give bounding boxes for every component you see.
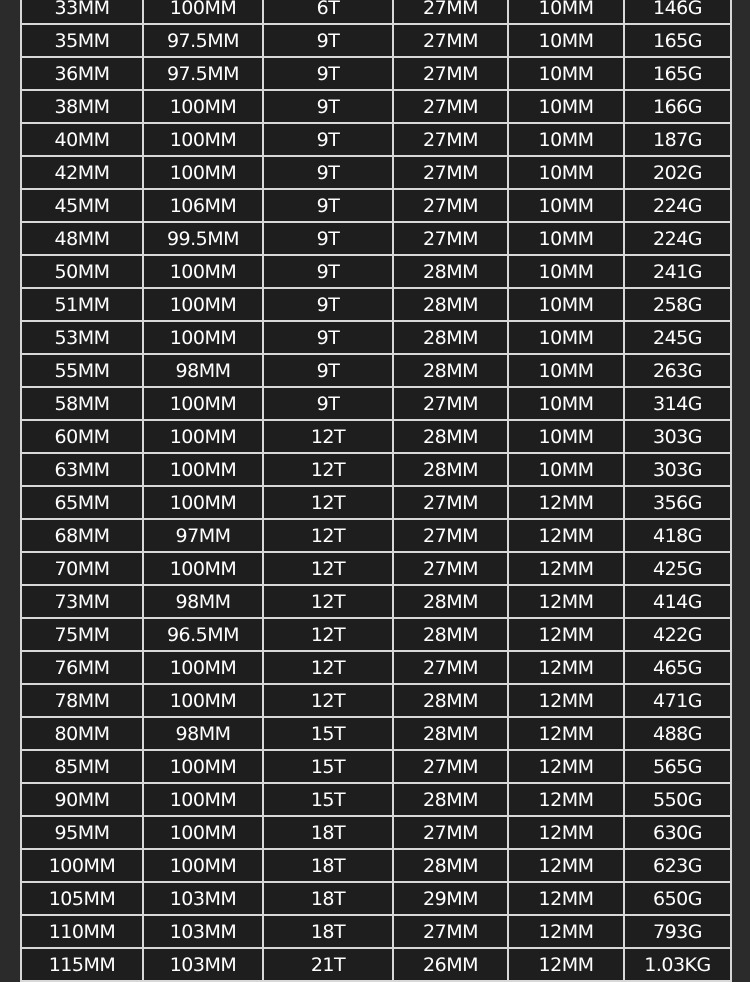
teeth-cell: 15T xyxy=(263,783,393,816)
depth-cell: 27MM xyxy=(393,189,508,222)
shank-cell: 10MM xyxy=(508,255,624,288)
teeth-cell: 9T xyxy=(263,57,393,90)
teeth-cell: 12T xyxy=(263,651,393,684)
length-cell: 100MM xyxy=(143,684,263,717)
teeth-cell: 18T xyxy=(263,915,393,948)
table-row xyxy=(21,750,731,783)
table-row xyxy=(21,255,731,288)
diameter-cell: 80MM xyxy=(21,717,143,750)
length-cell: 98MM xyxy=(143,717,263,750)
teeth-cell: 9T xyxy=(263,24,393,57)
diameter-cell: 33MM xyxy=(21,0,143,24)
shank-cell: 10MM xyxy=(508,288,624,321)
diameter-cell: 51MM xyxy=(21,288,143,321)
weight-cell: 303G xyxy=(624,420,731,453)
weight-cell: 414G xyxy=(624,585,731,618)
shank-cell: 10MM xyxy=(508,0,624,24)
length-cell: 99.5MM xyxy=(143,222,263,255)
shank-cell: 10MM xyxy=(508,123,624,156)
diameter-cell: 58MM xyxy=(21,387,143,420)
table-row xyxy=(21,684,731,717)
teeth-cell: 9T xyxy=(263,156,393,189)
weight-cell: 202G xyxy=(624,156,731,189)
shank-cell: 12MM xyxy=(508,783,624,816)
diameter-cell: 38MM xyxy=(21,90,143,123)
depth-cell: 27MM xyxy=(393,0,508,24)
weight-cell: 488G xyxy=(624,717,731,750)
length-cell: 100MM xyxy=(143,783,263,816)
shank-cell: 10MM xyxy=(508,24,624,57)
diameter-cell: 48MM xyxy=(21,222,143,255)
shank-cell: 10MM xyxy=(508,222,624,255)
depth-cell: 28MM xyxy=(393,849,508,882)
teeth-cell: 12T xyxy=(263,552,393,585)
teeth-cell: 12T xyxy=(263,453,393,486)
depth-cell: 27MM xyxy=(393,816,508,849)
weight-cell: 425G xyxy=(624,552,731,585)
table-row xyxy=(21,948,731,981)
shank-cell: 10MM xyxy=(508,57,624,90)
teeth-cell: 18T xyxy=(263,849,393,882)
shank-cell: 12MM xyxy=(508,882,624,915)
table-row xyxy=(21,288,731,321)
depth-cell: 27MM xyxy=(393,552,508,585)
teeth-cell: 12T xyxy=(263,684,393,717)
table-row xyxy=(21,453,731,486)
weight-cell: 550G xyxy=(624,783,731,816)
weight-cell: 245G xyxy=(624,321,731,354)
depth-cell: 26MM xyxy=(393,948,508,981)
teeth-cell: 18T xyxy=(263,816,393,849)
table-row xyxy=(21,90,731,123)
depth-cell: 28MM xyxy=(393,717,508,750)
diameter-cell: 110MM xyxy=(21,915,143,948)
table-row xyxy=(21,123,731,156)
weight-cell: 356G xyxy=(624,486,731,519)
depth-cell: 27MM xyxy=(393,57,508,90)
depth-cell: 29MM xyxy=(393,882,508,915)
shank-cell: 10MM xyxy=(508,354,624,387)
diameter-cell: 36MM xyxy=(21,57,143,90)
teeth-cell: 9T xyxy=(263,90,393,123)
shank-cell: 12MM xyxy=(508,849,624,882)
length-cell: 100MM xyxy=(143,387,263,420)
weight-cell: 418G xyxy=(624,519,731,552)
weight-cell: 166G xyxy=(624,90,731,123)
teeth-cell: 15T xyxy=(263,717,393,750)
shank-cell: 10MM xyxy=(508,420,624,453)
depth-cell: 27MM xyxy=(393,387,508,420)
weight-cell: 165G xyxy=(624,24,731,57)
weight-cell: 224G xyxy=(624,222,731,255)
table-row xyxy=(21,816,731,849)
length-cell: 106MM xyxy=(143,189,263,222)
diameter-cell: 53MM xyxy=(21,321,143,354)
shank-cell: 10MM xyxy=(508,453,624,486)
diameter-cell: 40MM xyxy=(21,123,143,156)
shank-cell: 12MM xyxy=(508,585,624,618)
teeth-cell: 12T xyxy=(263,585,393,618)
diameter-cell: 35MM xyxy=(21,24,143,57)
depth-cell: 28MM xyxy=(393,288,508,321)
spec-table xyxy=(20,0,732,982)
diameter-cell: 65MM xyxy=(21,486,143,519)
shank-cell: 12MM xyxy=(508,651,624,684)
table-row xyxy=(21,717,731,750)
length-cell: 100MM xyxy=(143,321,263,354)
table-row xyxy=(21,0,731,24)
shank-cell: 10MM xyxy=(508,90,624,123)
weight-cell: 258G xyxy=(624,288,731,321)
table-row xyxy=(21,618,731,651)
length-cell: 103MM xyxy=(143,915,263,948)
table-row xyxy=(21,486,731,519)
diameter-cell: 68MM xyxy=(21,519,143,552)
table-row xyxy=(21,387,731,420)
weight-cell: 165G xyxy=(624,57,731,90)
table-row xyxy=(21,222,731,255)
diameter-cell: 45MM xyxy=(21,189,143,222)
depth-cell: 28MM xyxy=(393,420,508,453)
length-cell: 100MM xyxy=(143,420,263,453)
length-cell: 96.5MM xyxy=(143,618,263,651)
weight-cell: 471G xyxy=(624,684,731,717)
weight-cell: 422G xyxy=(624,618,731,651)
shank-cell: 12MM xyxy=(508,948,624,981)
teeth-cell: 18T xyxy=(263,882,393,915)
depth-cell: 27MM xyxy=(393,123,508,156)
weight-cell: 650G xyxy=(624,882,731,915)
weight-cell: 263G xyxy=(624,354,731,387)
depth-cell: 27MM xyxy=(393,651,508,684)
length-cell: 100MM xyxy=(143,552,263,585)
depth-cell: 27MM xyxy=(393,156,508,189)
length-cell: 100MM xyxy=(143,90,263,123)
length-cell: 100MM xyxy=(143,651,263,684)
length-cell: 97.5MM xyxy=(143,57,263,90)
weight-cell: 224G xyxy=(624,189,731,222)
teeth-cell: 12T xyxy=(263,486,393,519)
diameter-cell: 95MM xyxy=(21,816,143,849)
weight-cell: 630G xyxy=(624,816,731,849)
table-row xyxy=(21,354,731,387)
depth-cell: 27MM xyxy=(393,24,508,57)
diameter-cell: 75MM xyxy=(21,618,143,651)
teeth-cell: 9T xyxy=(263,387,393,420)
length-cell: 97MM xyxy=(143,519,263,552)
shank-cell: 12MM xyxy=(508,816,624,849)
spec-table-body xyxy=(21,0,731,981)
shank-cell: 10MM xyxy=(508,321,624,354)
table-row xyxy=(21,519,731,552)
shank-cell: 12MM xyxy=(508,717,624,750)
table-row xyxy=(21,552,731,585)
weight-cell: 565G xyxy=(624,750,731,783)
depth-cell: 28MM xyxy=(393,618,508,651)
length-cell: 100MM xyxy=(143,0,263,24)
teeth-cell: 9T xyxy=(263,189,393,222)
diameter-cell: 90MM xyxy=(21,783,143,816)
depth-cell: 27MM xyxy=(393,519,508,552)
depth-cell: 28MM xyxy=(393,453,508,486)
teeth-cell: 12T xyxy=(263,420,393,453)
table-row xyxy=(21,189,731,222)
teeth-cell: 9T xyxy=(263,288,393,321)
teeth-cell: 12T xyxy=(263,519,393,552)
shank-cell: 12MM xyxy=(508,618,624,651)
shank-cell: 12MM xyxy=(508,486,624,519)
table-row xyxy=(21,849,731,882)
depth-cell: 27MM xyxy=(393,915,508,948)
depth-cell: 28MM xyxy=(393,354,508,387)
table-row xyxy=(21,585,731,618)
diameter-cell: 85MM xyxy=(21,750,143,783)
length-cell: 100MM xyxy=(143,288,263,321)
weight-cell: 465G xyxy=(624,651,731,684)
diameter-cell: 60MM xyxy=(21,420,143,453)
table-row xyxy=(21,24,731,57)
shank-cell: 12MM xyxy=(508,684,624,717)
diameter-cell: 115MM xyxy=(21,948,143,981)
shank-cell: 12MM xyxy=(508,750,624,783)
table-row xyxy=(21,651,731,684)
depth-cell: 28MM xyxy=(393,684,508,717)
length-cell: 100MM xyxy=(143,816,263,849)
length-cell: 103MM xyxy=(143,882,263,915)
length-cell: 100MM xyxy=(143,849,263,882)
diameter-cell: 73MM xyxy=(21,585,143,618)
teeth-cell: 9T xyxy=(263,354,393,387)
shank-cell: 10MM xyxy=(508,156,624,189)
weight-cell: 303G xyxy=(624,453,731,486)
diameter-cell: 50MM xyxy=(21,255,143,288)
length-cell: 100MM xyxy=(143,123,263,156)
length-cell: 100MM xyxy=(143,255,263,288)
teeth-cell: 12T xyxy=(263,618,393,651)
table-row xyxy=(21,420,731,453)
weight-cell: 187G xyxy=(624,123,731,156)
weight-cell: 241G xyxy=(624,255,731,288)
depth-cell: 28MM xyxy=(393,783,508,816)
diameter-cell: 55MM xyxy=(21,354,143,387)
shank-cell: 12MM xyxy=(508,915,624,948)
weight-cell: 146G xyxy=(624,0,731,24)
teeth-cell: 9T xyxy=(263,321,393,354)
diameter-cell: 105MM xyxy=(21,882,143,915)
diameter-cell: 100MM xyxy=(21,849,143,882)
depth-cell: 27MM xyxy=(393,750,508,783)
length-cell: 100MM xyxy=(143,486,263,519)
diameter-cell: 76MM xyxy=(21,651,143,684)
length-cell: 98MM xyxy=(143,585,263,618)
shank-cell: 10MM xyxy=(508,387,624,420)
weight-cell: 1.03KG xyxy=(624,948,731,981)
length-cell: 98MM xyxy=(143,354,263,387)
weight-cell: 314G xyxy=(624,387,731,420)
table-row xyxy=(21,321,731,354)
teeth-cell: 9T xyxy=(263,222,393,255)
table-row xyxy=(21,156,731,189)
table-row xyxy=(21,882,731,915)
depth-cell: 28MM xyxy=(393,321,508,354)
teeth-cell: 6T xyxy=(263,0,393,24)
shank-cell: 12MM xyxy=(508,519,624,552)
teeth-cell: 21T xyxy=(263,948,393,981)
length-cell: 97.5MM xyxy=(143,24,263,57)
weight-cell: 623G xyxy=(624,849,731,882)
table-row xyxy=(21,915,731,948)
diameter-cell: 63MM xyxy=(21,453,143,486)
shank-cell: 12MM xyxy=(508,552,624,585)
length-cell: 100MM xyxy=(143,750,263,783)
diameter-cell: 78MM xyxy=(21,684,143,717)
teeth-cell: 15T xyxy=(263,750,393,783)
diameter-cell: 42MM xyxy=(21,156,143,189)
table-row xyxy=(21,57,731,90)
depth-cell: 27MM xyxy=(393,486,508,519)
depth-cell: 27MM xyxy=(393,222,508,255)
weight-cell: 793G xyxy=(624,915,731,948)
depth-cell: 28MM xyxy=(393,255,508,288)
table-row xyxy=(21,783,731,816)
teeth-cell: 9T xyxy=(263,255,393,288)
shank-cell: 10MM xyxy=(508,189,624,222)
length-cell: 103MM xyxy=(143,948,263,981)
depth-cell: 27MM xyxy=(393,90,508,123)
length-cell: 100MM xyxy=(143,156,263,189)
teeth-cell: 9T xyxy=(263,123,393,156)
length-cell: 100MM xyxy=(143,453,263,486)
depth-cell: 28MM xyxy=(393,585,508,618)
diameter-cell: 70MM xyxy=(21,552,143,585)
